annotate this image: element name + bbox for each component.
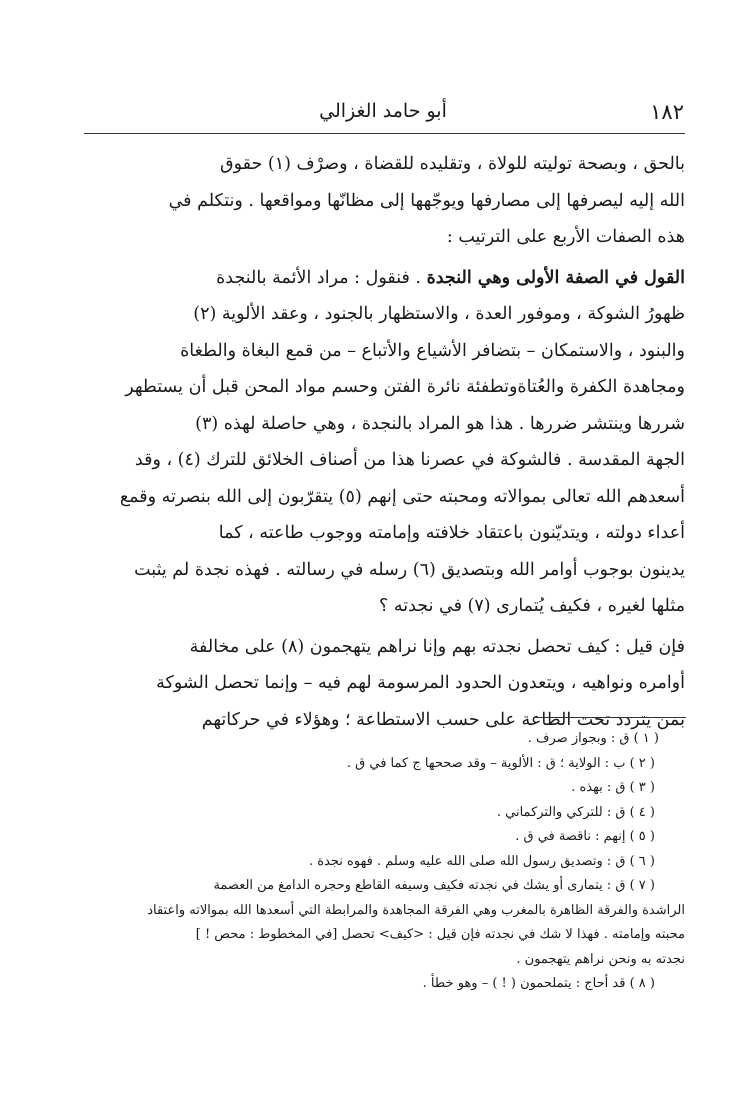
footnote-separator <box>536 717 686 718</box>
footnote: ( ٢ ) ب : الولاية ؛ ق : الألوية – وقد صححها ج كما في ق . <box>346 755 655 771</box>
text-line: ومجاهدة الكفرة والعُتاةوتطفئة نائرة الفتن وحسم مواد المحن قبل أن يستطهر <box>125 377 685 397</box>
text-line: أسعدهم الله تعالى بموالاته ومحبته حتى إنهم (٥) يتقرّبون إلى الله بنصرته وقمع <box>119 486 685 507</box>
footnote: ( ٧ ) ق : يتمارى أو يشك في نجدته فكيف وسيفه القاطع وحجره الدامغ من العصمة <box>213 878 655 893</box>
text-line: مثلها لغيره ، فكيف يُتمارى (٧) في نجدته ؟ <box>379 596 685 616</box>
header-rule <box>84 133 685 134</box>
text-line: أعداء دولته ، ويتديّنون باعتقاد خلافته وإمامته ووجوب طاعته ، كما <box>218 523 685 543</box>
footnote: ( ٤ ) ق : للتركي والتركماني . <box>496 804 655 820</box>
paragraph-2 <box>84 260 685 625</box>
text-line: شررها وينتشر ضررها . هذا هو المراد بالنجدة ، وهي حاصلة لهذه (٣) <box>195 413 685 434</box>
text-line <box>84 260 685 297</box>
footnote: ( ٣ ) ق : بهذه . <box>571 780 655 795</box>
paragraph-3 <box>84 629 685 739</box>
footnotes <box>84 727 685 997</box>
text-line: هذه الصفات الأربع على الترتيب : <box>446 227 685 247</box>
footnote: ( ٥ ) إنهم : ناقصة في ق . <box>515 829 655 844</box>
running-title: أبو حامد الغزالي <box>319 100 447 122</box>
page-number: ١٨٢ <box>650 100 684 124</box>
footnote-continuation: الراشدة والفرقة الظاهرة بالمغرب وهي الفرقة المجاهدة والمرابطة التي أسعدها الله بموالاته واعتقاد <box>147 902 685 918</box>
text-line: الجهة المقدسة . فالشوكة في عصرنا هذا من أصناف الخلائق للترك (٤) ، وقد <box>134 450 685 470</box>
footnote: ( ١ ) ق : وبجواز صرف . <box>527 731 659 746</box>
footnote: ( ٦ ) ق : وتصديق رسول الله صلى الله عليه وسلم . فهوه نجدة . <box>309 853 655 869</box>
text-line: يدينون بوجوب أوامر الله وبتصديق (٦) رسله في رسالته . فهذه نجدة لم يثبت <box>134 559 685 580</box>
footnote-continuation: نجدته به ونحن نراهم يتهجمون . <box>516 951 685 967</box>
text-line: والبنود ، والاستمكان – بتضافر الأشياع والأتباع – من قمع البغاة والطغاة <box>180 340 685 361</box>
text-line: الله إليه ليصرفها إلى مصارفها ويوجّهها إلى مظانّها ومواقعها . ونتكلم في <box>168 190 685 211</box>
text-line: بالحق ، وبصحة توليته للولاة ، وتقليده للقضاة ، وصرْف (١) حقوق <box>220 154 685 174</box>
text-line: ظهورُ الشوكة ، وموفور العدة ، والاستظهار بالجنود ، وعقد الألوية (٢) <box>193 304 685 324</box>
main-text <box>84 146 685 738</box>
footnote: ( ٨ ) قد أحاج : يتملحمون ( ! ) – وهو خطأ . <box>422 976 655 991</box>
section-heading: القول في الصفة الأولى وهي النجدة <box>426 267 685 288</box>
text-line: فإن قيل : كيف تحصل نجدته بهم وإنا نراهم يتهجمون (٨) على مخالفة <box>189 636 685 657</box>
text-line: بمن يتردد تحت الطاعة على حسب الاستطاعة ؛ وهؤلاء في حركاتهم <box>201 709 685 730</box>
footnote-continuation: محبته وإمامته . فهذا لا شك في نجدته فإن قيل : <كيف> تحصل [في المخطوط : محص ! ] <box>195 927 685 942</box>
text-run: . فنقول : مراد الأئمة بالنجدة <box>216 267 427 288</box>
page-header <box>82 100 684 134</box>
paragraph-1 <box>84 146 685 256</box>
text-line: أوامره ونواهيه ، ويتعدون الحدود المرسومة لهم فيه – وإنما تحصل الشوكة <box>156 673 685 693</box>
